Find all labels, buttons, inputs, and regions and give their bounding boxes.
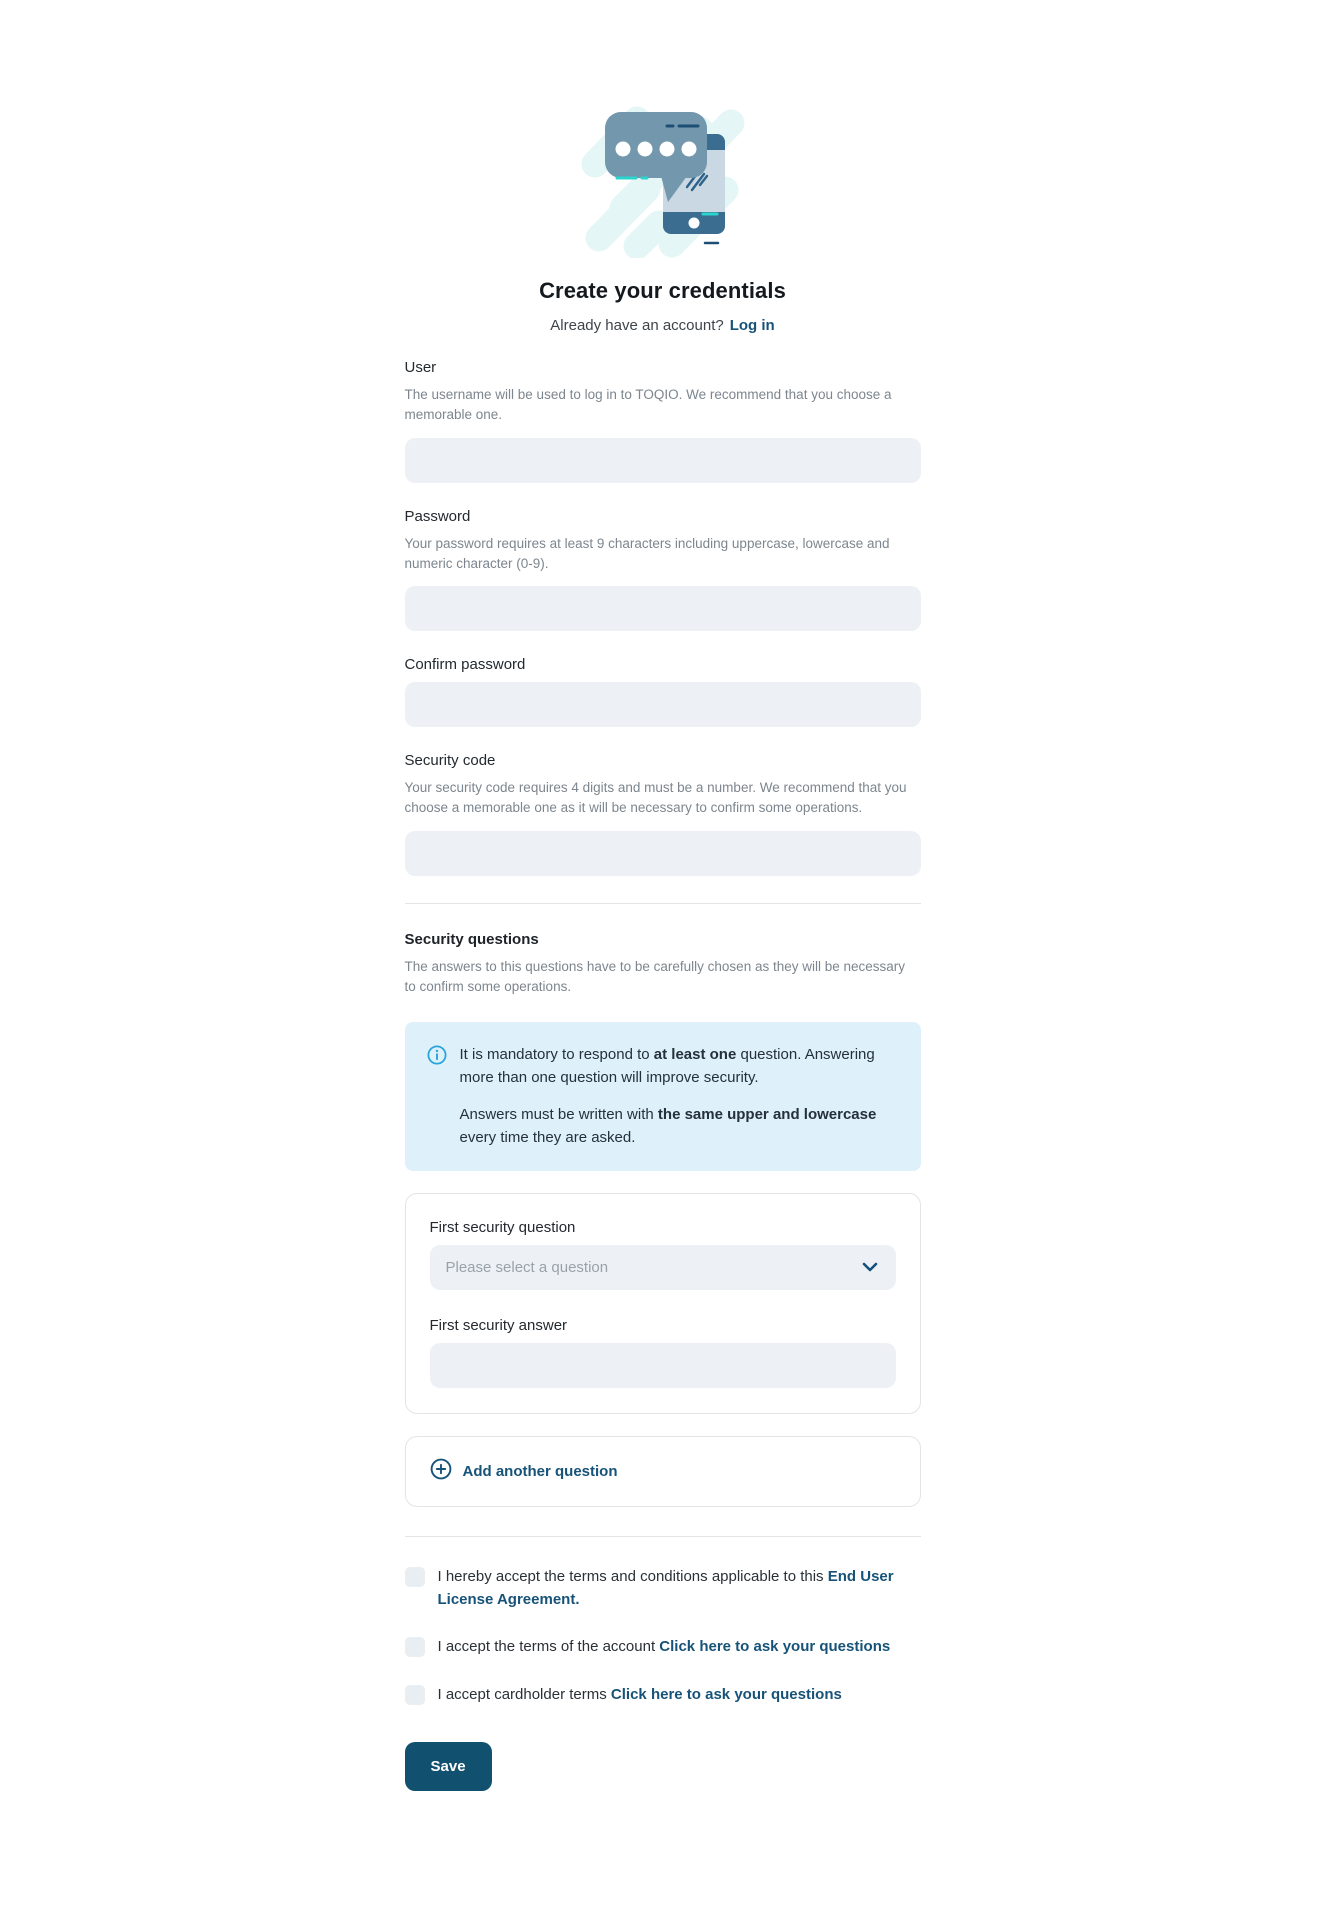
info-paragraph-2: Answers must be written with the same upper and lowercase every time they are asked. bbox=[459, 1105, 877, 1146]
security-code-input[interactable] bbox=[405, 831, 921, 876]
first-security-question-select[interactable] bbox=[430, 1245, 896, 1290]
confirm-password-input[interactable] bbox=[405, 682, 921, 727]
password-description: Your password requires at least 9 characters including uppercase, lowercase and numeric character (0-9). bbox=[404, 535, 890, 571]
confirm-password-field-group bbox=[405, 656, 921, 727]
cardholder-terms-text: I accept cardholder terms Click here to ask your questions bbox=[437, 1685, 842, 1703]
save-button[interactable]: Save bbox=[405, 1742, 492, 1791]
terms-row-cardholder bbox=[405, 1684, 921, 1707]
chevron-down-icon bbox=[862, 1259, 878, 1277]
info-paragraph-1: It is mandatory to respond to at least one question. Answering more than one question will improve security. bbox=[459, 1046, 875, 1087]
divider bbox=[405, 1536, 921, 1537]
account-terms-checkbox[interactable] bbox=[405, 1637, 425, 1657]
eula-checkbox[interactable] bbox=[405, 1567, 425, 1587]
eula-text: I hereby accept the terms and conditions applicable to this End User License Agreement. bbox=[437, 1568, 894, 1608]
credentials-form bbox=[405, 359, 921, 1791]
select-placeholder: Please select a question bbox=[445, 1259, 609, 1276]
first-question-card bbox=[405, 1193, 921, 1414]
page-title: Create your credentials bbox=[539, 278, 786, 303]
user-field-group bbox=[405, 359, 921, 483]
add-question-card bbox=[405, 1436, 921, 1507]
info-text bbox=[460, 1043, 897, 1149]
subtitle-text: Already have an account? bbox=[550, 317, 724, 334]
password-input[interactable] bbox=[405, 586, 921, 631]
subtitle bbox=[0, 317, 1325, 334]
phone-chat-illustration bbox=[575, 86, 751, 258]
user-input[interactable] bbox=[405, 438, 921, 483]
terms-row-account bbox=[405, 1636, 921, 1659]
confirm-password-label: Confirm password bbox=[404, 656, 526, 673]
security-code-field-group bbox=[405, 752, 921, 876]
info-callout bbox=[405, 1022, 921, 1171]
add-another-question-button[interactable] bbox=[430, 1458, 618, 1484]
security-code-description: Your security code requires 4 digits and must be a number. We recommend that you choose a memorable one as it will be necessary to confirm some operations. bbox=[404, 780, 907, 816]
login-link[interactable]: Log in bbox=[729, 317, 775, 334]
user-label: User bbox=[404, 359, 437, 376]
divider bbox=[405, 903, 921, 904]
info-icon bbox=[427, 1043, 447, 1149]
password-field-group bbox=[405, 508, 921, 632]
first-security-answer-input[interactable] bbox=[430, 1343, 896, 1388]
plus-circle-icon bbox=[430, 1458, 452, 1484]
terms-row-eula bbox=[405, 1566, 921, 1611]
first-security-answer-label: First security answer bbox=[429, 1317, 568, 1334]
cardholder-terms-link[interactable]: Click here to ask your questions bbox=[610, 1685, 842, 1703]
user-description: The username will be used to log in to TOQIO. We recommend that you choose a memorable one. bbox=[404, 387, 892, 423]
account-terms-text: I accept the terms of the account Click here to ask your questions bbox=[437, 1638, 891, 1655]
security-questions-title: Security questions bbox=[404, 930, 539, 948]
eula-link[interactable]: End User License Agreement. bbox=[437, 1568, 894, 1608]
password-label: Password bbox=[404, 507, 471, 525]
security-code-label: Security code bbox=[404, 752, 496, 769]
account-terms-link[interactable]: Click here to ask your questions bbox=[659, 1638, 891, 1655]
first-security-question-label: First security question bbox=[429, 1219, 576, 1236]
cardholder-terms-checkbox[interactable] bbox=[405, 1685, 425, 1705]
security-questions-description: The answers to this questions have to be carefully chosen as they will be necessary to confirm some operations. bbox=[404, 958, 906, 994]
add-another-question-label: Add another question bbox=[462, 1462, 618, 1480]
